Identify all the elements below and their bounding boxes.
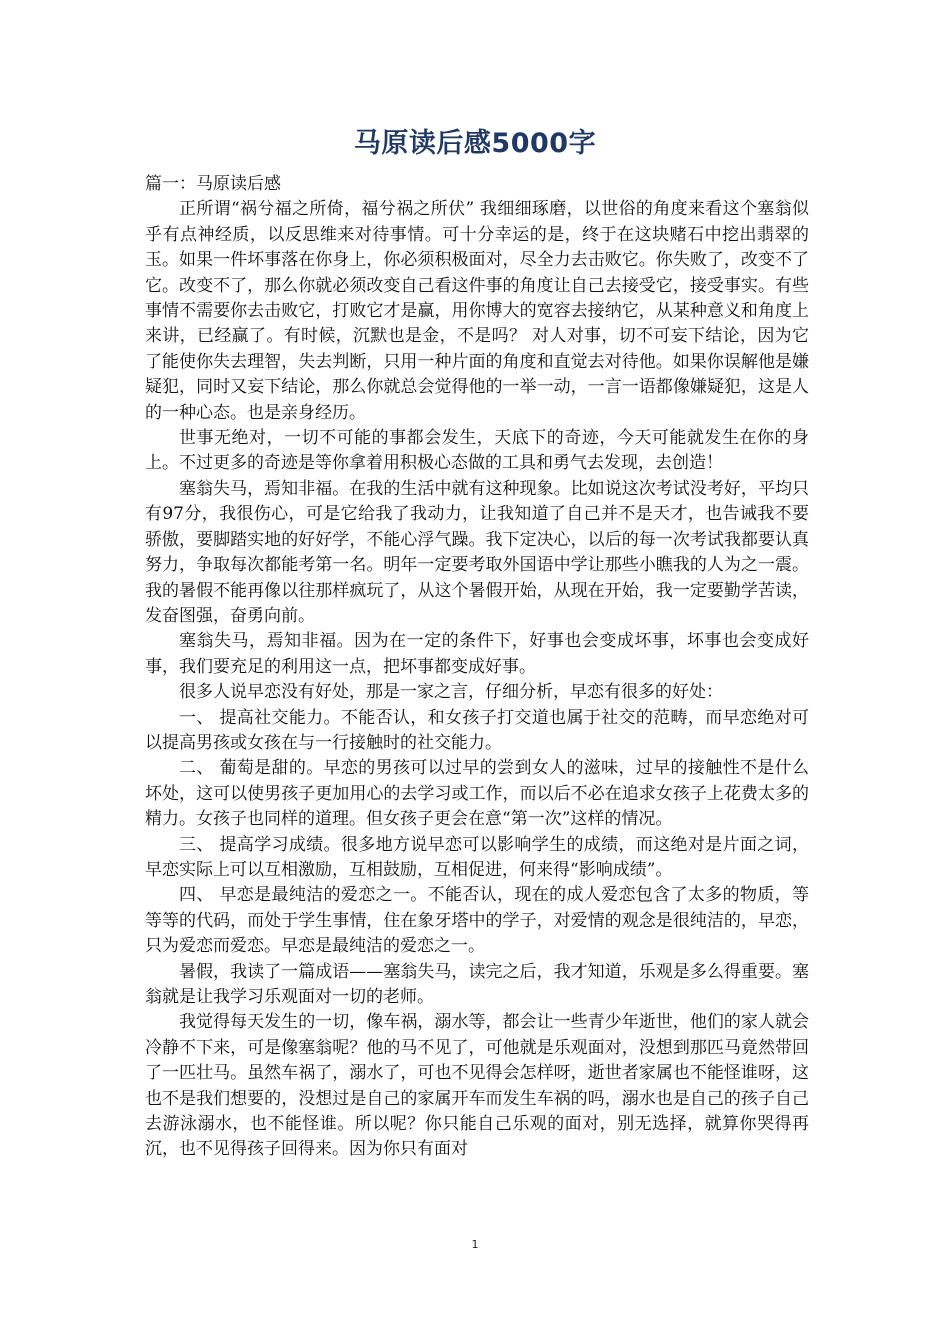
paragraph: 塞翁失马，焉知非福。在我的生活中就有这种现象。比如说这次考试没考好，平均只有97分，我很伤心，可是它给我了我动力，让我知道了自己并不是天才，也告诫我不要骄傲，要脚踏实地的好好学，不能心浮气躁。我下定决心，以后的每一次考试我都要认真努力，争取每次都能考第一名。明年一定要考取外国语中学让那些小瞧我的人为之一震。我的暑假不能再像以往那样疯玩了，从这个暑假开始，从现在开始，我一定要勤学苦读，发奋图强，奋勇向前。 (145, 478, 809, 626)
paragraph: 四、 早恋是最纯洁的爱恋之一。不能否认，现在的成人爱恋包含了太多的物质，等等等的代码，而处于学生事情，住在象牙塔中的学子，对爱情的观念是很纯洁的，早恋，只为爱恋而爱恋。早恋是最纯洁的爱恋之一。 (145, 885, 809, 957)
paragraph: 我觉得每天发生的一切，像车祸，溺水等，都会让一些青少年逝世，他们的家人就会冷静不下来，可是像塞翁呢？他的马不见了，可他就是乐观面对，没想到那匹马竟然带回了一匹壮马。虽然车祸了，溺水了，可也不见得会怎样呀，逝世者家属也不能怪谁呀，这也不是我们想要的，没想过是自己的家属开车而发生车祸的吗，溺水也是自己的孩子自己去游泳溺水，也不能怪谁。所以呢？你只能自己乐观的面对，别无选择，就算你哭得再沉，也不见得孩子回得来。因为你只有面对 (145, 1012, 809, 1160)
paragraph: 正所谓“祸兮福之所倚，福兮祸之所伏” 我细细琢磨，以世俗的角度来看这个塞翁似乎有点神经质，以反思维来对待事情。可十分幸运的是，终于在这块赌石中挖出翡翠的玉。如果一件坏事落在你身上，你必须积极面对，尽全力去击败它。你失败了，改变不了它。改变不了，那么你就必须改变自己看这件事的角度让自己去接受它，接受事实。有些事情不需要你去击败它，打败它才是赢，用你博大的宽容去接纳它，从某种意义和角度上来讲，已经赢了。有时候，沉默也是金，不是吗？ 对人对事，切不可妄下结论，因为它了能使你失去理智，失去判断，只用一种片面的角度和直觉去对待他。如果你误解他是嫌疑犯，同时又妄下结论，那么你就总会觉得他的一举一动，一言一语都像嫌疑犯，这是人的一种心态。也是亲身经历。 (145, 199, 809, 423)
paragraph: 塞翁失马，焉知非福。因为在一定的条件下，好事也会变成坏事，坏事也会变成好事，我们要充足的利用这一点，把坏事都变成好事。 (145, 631, 809, 677)
paragraph: 很多人说早恋没有好处，那是一家之言，仔细分析，早恋有很多的好处： (179, 682, 723, 703)
document-body (145, 172, 809, 1163)
paragraph: 暑假，我读了一篇成语——塞翁失马，读完之后，我才知道，乐观是多么得重要。塞翁就是让我学习乐观面对一切的老师。 (145, 961, 809, 1007)
paragraph: 世事无绝对，一切不可能的事都会发生，天底下的奇迹，今天可能就发生在你的身上。不过更多的奇迹是等你拿着用积极心态做的工具和勇气去发现，去创造！ (145, 428, 809, 474)
paragraph: 二、 葡萄是甜的。早恋的男孩可以过早的尝到女人的滋味，过早的接触性不是什么坏处，这可以使男孩子更加用心的去学习或工作，而以后不必在追求女孩子上花费太多的精力。女孩子也同样的道理。但女孩子更会在意“第一次”这样的情况。 (145, 758, 809, 830)
section-label: 篇一：马原读后感 (145, 174, 281, 194)
paragraph: 三、 提高学习成绩。很多地方说早恋可以影响学生的成绩，而这绝对是片面之词，早恋实际上可以互相激励，互相鼓励，互相促进，何来得“影响成绩”。 (145, 834, 809, 880)
paragraph: 一、 提高社交能力。不能否认，和女孩子打交道也属于社交的范畴，而早恋绝对可以提高男孩或女孩在与一行接触时的社交能力。 (145, 707, 809, 753)
page-number: 1 (471, 1238, 479, 1251)
document-title: 马原读后感5000字 (353, 128, 597, 159)
